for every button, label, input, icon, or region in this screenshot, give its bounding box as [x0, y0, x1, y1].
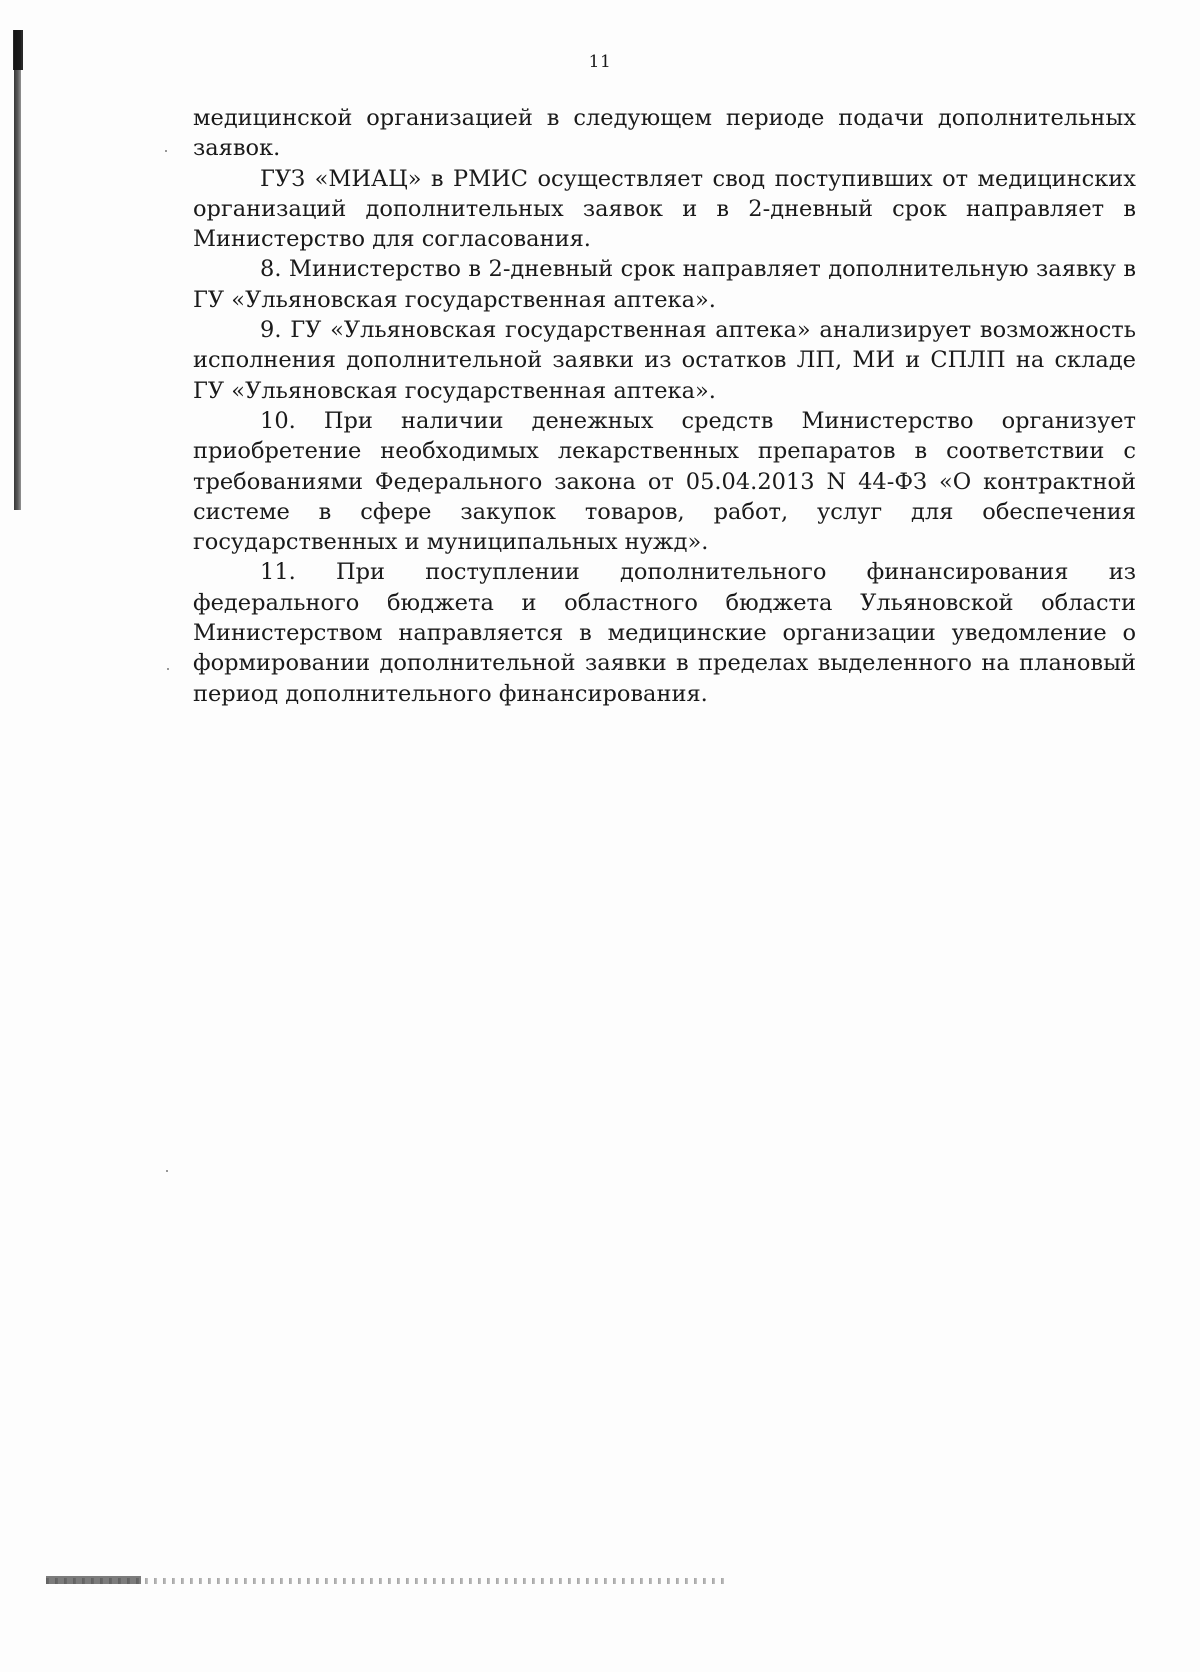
paragraph-item-10: 10. При наличии денежных средств Министерство организует приобретение необходимых лекарственных препаратов в соответствии с требованиями Федерального закона от 05.04.2013 N 44-ФЗ «О контрактной системе в сфере закупок товаров, работ, услуг для обеспечения государственных и муниципальных нужд».: [193, 407, 1136, 556]
scan-speck: [165, 150, 167, 152]
scan-noise-line: [46, 1578, 726, 1584]
scan-speck: [167, 668, 169, 670]
page-number: 11: [588, 52, 612, 72]
scan-binding-edge: [14, 30, 21, 510]
document-body: [193, 103, 1136, 709]
paragraph-continuation: медицинской организацией в следующем периоде подачи дополнительных заявок.: [193, 105, 1136, 162]
paragraph-item-8: 8. Министерство в 2-дневный срок направляет дополнительную заявку в ГУ «Ульяновская государственная аптека».: [193, 256, 1136, 313]
paragraph-item-11: 11. При поступлении дополнительного финансирования из федерального бюджета и областного бюджета Ульяновской области Министерством направляется в медицинские организации уведомление о формировании дополнительной заявки в пределах выделенного на плановый период дополнительного финансирования.: [193, 559, 1136, 707]
scan-speck: [166, 1170, 168, 1172]
scan-noise-mark: [46, 1576, 141, 1584]
paragraph-item-9: 9. ГУ «Ульяновская государственная аптека» анализирует возможность исполнения дополнительной заявки из остатков ЛП, МИ и СПЛП на складе ГУ «Ульяновская государственная аптека».: [193, 317, 1136, 404]
paragraph-miac-summary: ГУЗ «МИАЦ» в РМИС осуществляет свод поступивших от медицинских организаций дополнительных заявок и в 2-дневный срок направляет в Министерство для согласования.: [193, 165, 1136, 253]
